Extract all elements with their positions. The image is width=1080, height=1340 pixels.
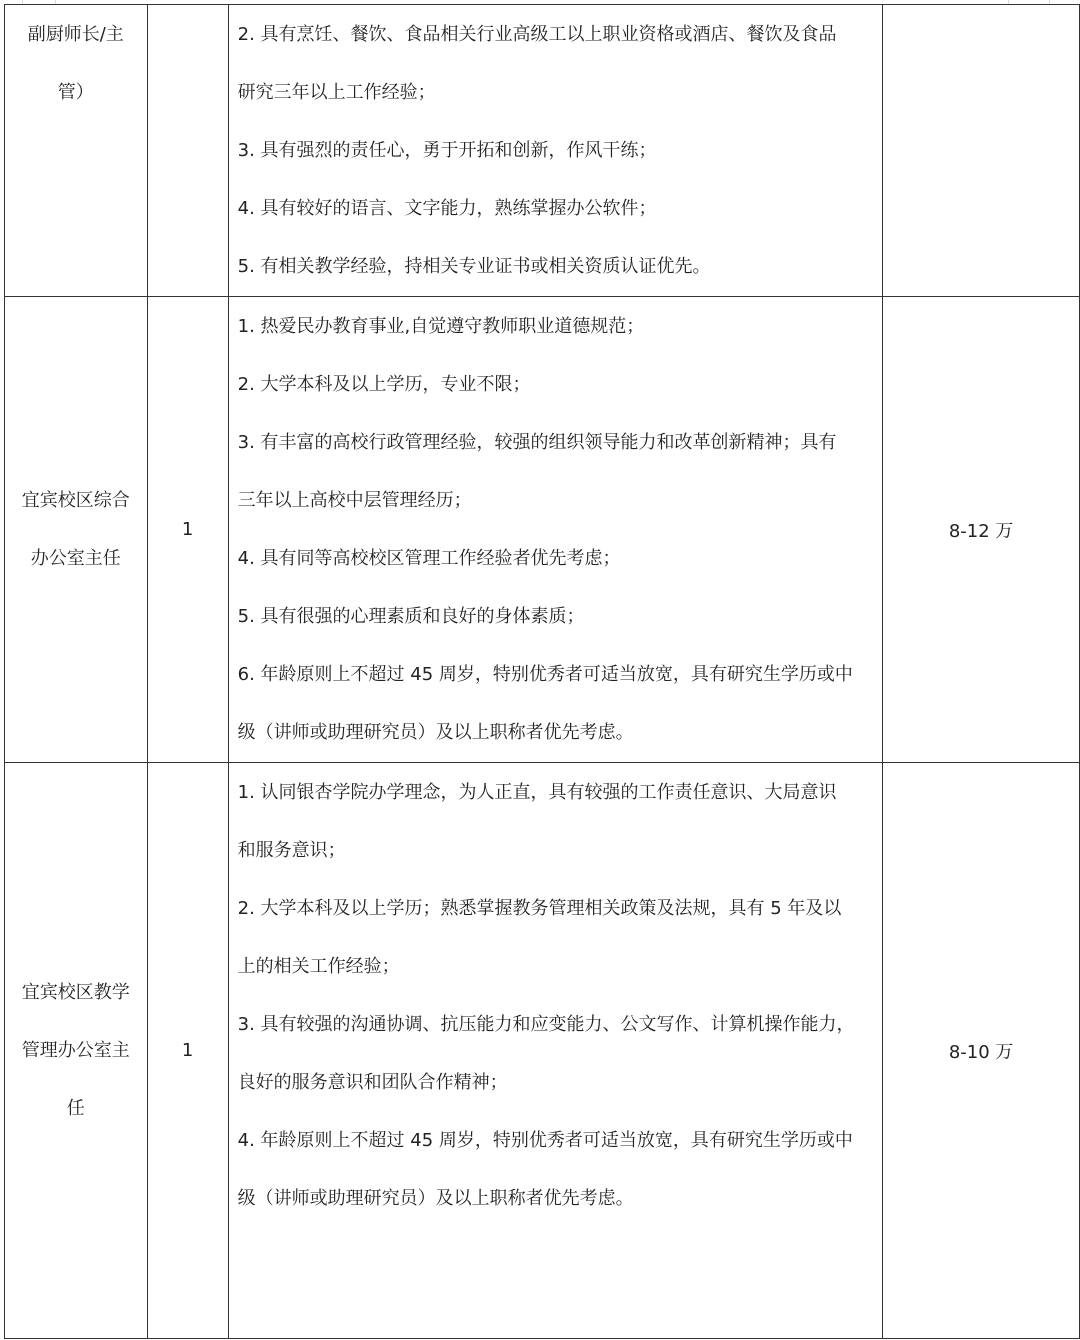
position-name-line: 任: [66, 1097, 85, 1119]
position-name-line: 宜宾校区教学: [21, 981, 130, 1003]
position-name-line: 宜宾校区综合: [21, 489, 130, 511]
requirements-cell: [228, 763, 883, 1339]
requirement-line: 研究三年以上工作经验；: [237, 82, 436, 103]
requirement-line: 5. 具有很强的心理素质和良好的身体素质；: [237, 606, 585, 627]
requirement-line: 4. 具有较好的语言、文字能力，熟练掌握办公软件；: [237, 198, 657, 219]
salary-cell: 8-10 万: [883, 763, 1080, 1339]
requirement-line: 4. 具有同等高校校区管理工作经验者优先考虑；: [237, 548, 621, 569]
requirement-line: 级（讲师或助理研究员）及以上职称者优先考虑。: [237, 1188, 634, 1209]
position-name-line: 管理办公室主: [21, 1039, 130, 1061]
requirement-line: 级（讲师或助理研究员）及以上职称者优先考虑。: [237, 722, 634, 743]
requirement-line: 3. 具有较强的沟通协调、抗压能力和应变能力、公文写作、计算机操作能力，: [237, 1014, 855, 1035]
requirement-line: 三年以上高校中层管理经历；: [237, 490, 472, 511]
salary-cell: [883, 5, 1080, 297]
position-name-line: 副厨师长/主: [27, 24, 124, 45]
table-row: [5, 297, 1080, 763]
position-cell: [5, 5, 148, 297]
requirement-line: 6. 年龄原则上不超过 45 周岁，特别优秀者可适当放宽，具有研究生学历或中: [237, 664, 853, 685]
table-row: [5, 5, 1080, 297]
requirement-line: 和服务意识；: [237, 840, 346, 861]
position-cell: [5, 297, 148, 763]
requirement-line: 5. 有相关教学经验，持相关专业证书或相关资质认证优先。: [237, 256, 711, 277]
requirement-line: 4. 年龄原则上不超过 45 周岁，特别优秀者可适当放宽，具有研究生学历或中: [237, 1130, 853, 1151]
table-row: [5, 763, 1080, 1339]
position-cell: [5, 763, 148, 1339]
recruitment-table: [4, 4, 1080, 1339]
requirement-line: 1. 认同银杏学院办学理念，为人正直，具有较强的工作责任意识、大局意识: [237, 782, 837, 803]
headcount-cell: [147, 5, 228, 297]
requirement-line: 2. 具有烹饪、餐饮、食品相关行业高级工以上职业资格或酒店、餐饮及食品: [237, 24, 837, 45]
requirement-line: 2. 大学本科及以上学历，专业不限；: [237, 374, 531, 395]
requirement-line: 上的相关工作经验；: [237, 956, 400, 977]
requirement-line: 1. 热爱民办教育事业,自觉遵守教师职业道德规范；: [237, 316, 645, 337]
headcount-cell: 1: [147, 297, 228, 763]
requirements-cell: [228, 297, 883, 763]
requirement-line: 良好的服务意识和团队合作精神；: [237, 1072, 508, 1093]
requirement-line: 3. 具有强烈的责任心，勇于开拓和创新，作风干练；: [237, 140, 657, 161]
requirement-line: 2. 大学本科及以上学历；熟悉掌握教务管理相关政策及法规，具有 5 年及以: [237, 898, 842, 919]
salary-cell: 8-12 万: [883, 297, 1080, 763]
position-name-line: 办公室主任: [30, 547, 121, 569]
requirements-cell: [228, 5, 883, 297]
position-name-line: 管）: [57, 82, 94, 103]
headcount-cell: 1: [147, 763, 228, 1339]
requirement-line: 3. 有丰富的高校行政管理经验，较强的组织领导能力和改革创新精神；具有: [237, 432, 837, 453]
